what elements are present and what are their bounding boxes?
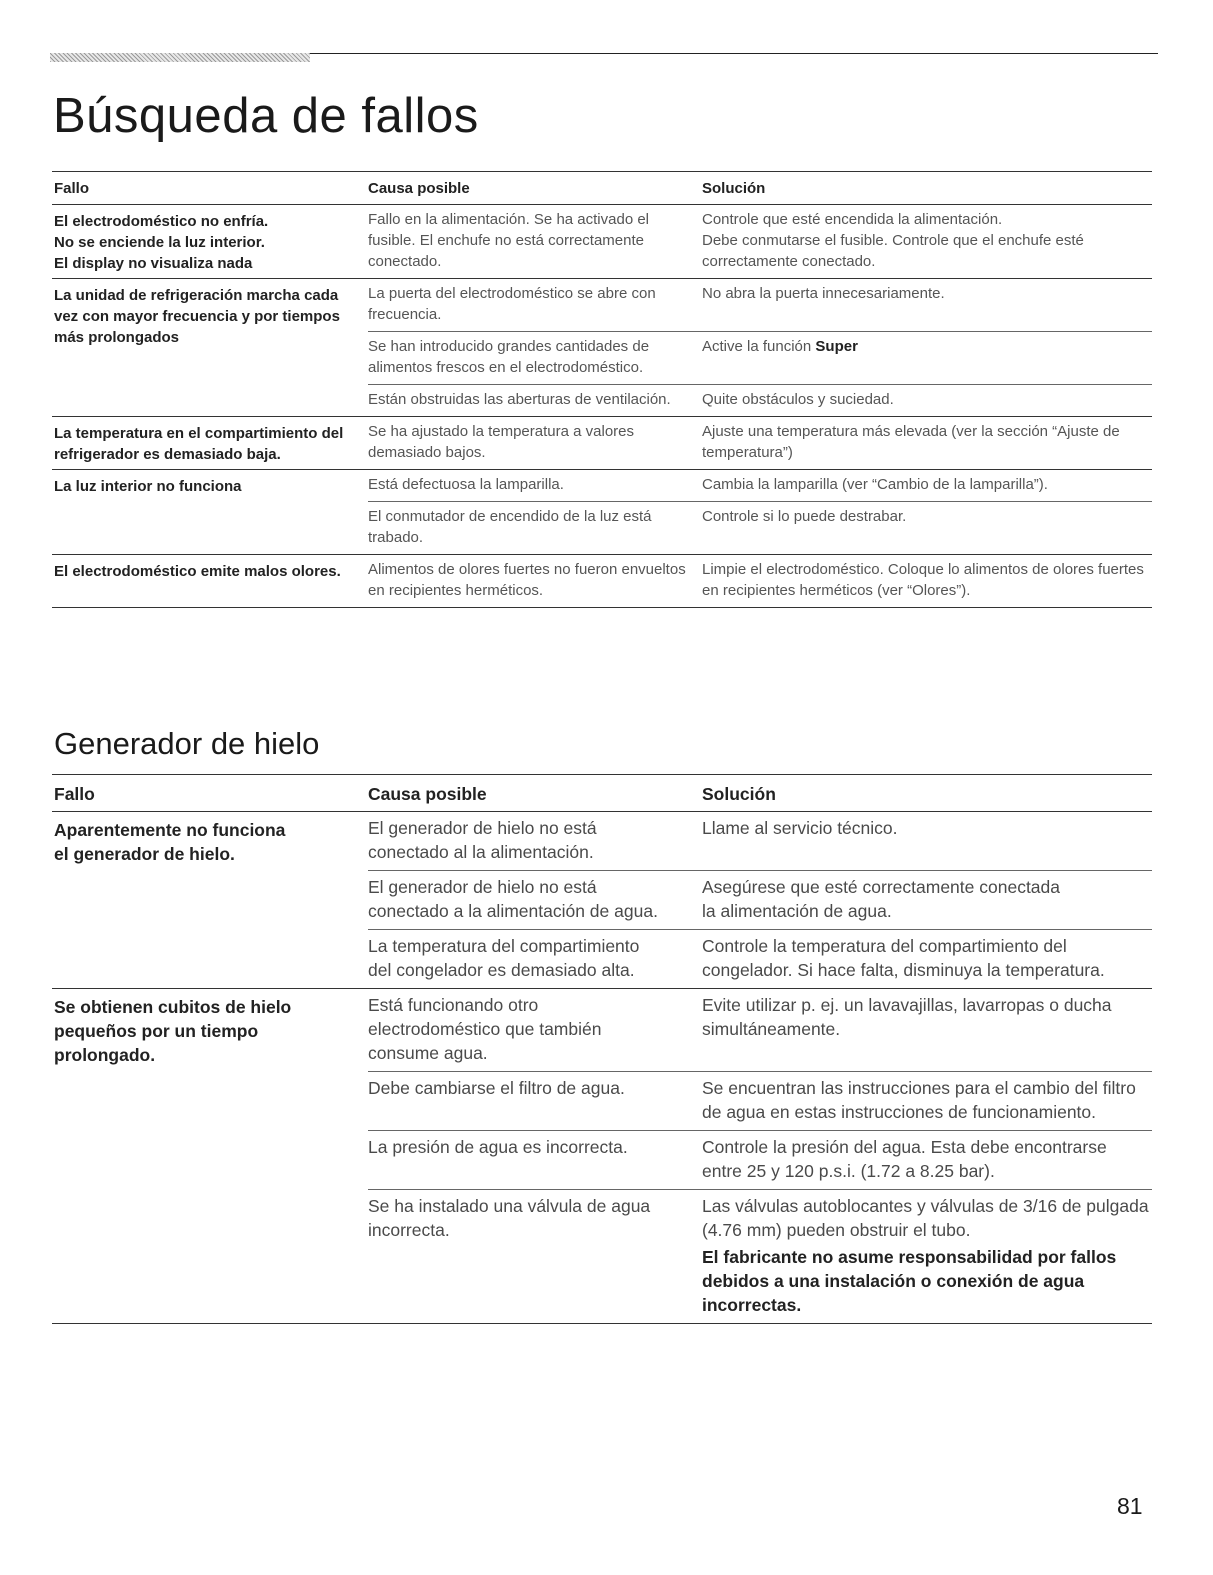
- causa-cell: La puerta del electrodoméstico se abre con frecuencia.: [368, 285, 656, 323]
- solucion-cell: [702, 205, 1152, 278]
- solucion-text: Asegúrese que esté correctamente conectada la alimentación de agua.: [702, 877, 1060, 921]
- table-row: [368, 812, 1152, 870]
- solucion-cell: [702, 279, 1152, 331]
- table-row: [368, 989, 1152, 1071]
- solucion-cell: [702, 332, 1152, 384]
- causa-cell: Está funcionando otro electrodoméstico que también consume agua.: [368, 995, 602, 1063]
- fallo-cell: Aparentemente no funciona el generador de hielo.: [54, 820, 286, 864]
- page-number: 81: [1117, 1493, 1143, 1519]
- causa-cell: Alimentos de olores fuertes no fueron envueltos en recipientes herméticos.: [368, 561, 686, 599]
- table-row: [368, 1071, 1152, 1130]
- solucion-cell: [702, 871, 1152, 929]
- header-fallo: Fallo: [54, 180, 90, 197]
- solucion-text: Las válvulas autoblocantes y válvulas de 3/16 de pulgada (4.76 mm) pueden obstruir el tubo.: [702, 1196, 1149, 1240]
- solucion-bold: Super: [815, 338, 858, 355]
- causa-cell: Se ha instalado una válvula de agua incorrecta.: [368, 1196, 651, 1240]
- table-body: [52, 812, 1152, 1324]
- causa-cell: La presión de agua es incorrecta.: [368, 1137, 628, 1157]
- table-row: [368, 870, 1152, 929]
- table-row: [368, 501, 1152, 554]
- solucion-text: No abra la puerta innecesariamente.: [702, 285, 945, 302]
- table-group: [52, 989, 1152, 1324]
- section-title: Generador de hielo: [54, 726, 320, 761]
- ice-maker-table: [52, 774, 1152, 1324]
- fallo-cell: El electrodoméstico emite malos olores.: [54, 563, 341, 580]
- causa-cell: La temperatura del compartimiento del congelador es demasiado alta.: [368, 936, 640, 980]
- fallo-cell: Se obtienen cubitos de hielo pequeños por un tiempo prolongado.: [54, 997, 292, 1065]
- solucion-text: Quite obstáculos y suciedad.: [702, 391, 894, 408]
- solucion-cell: [702, 930, 1152, 988]
- causa-cell: El conmutador de encendido de la luz está trabado.: [368, 508, 652, 546]
- table-group: [52, 470, 1152, 555]
- table-header: [52, 774, 1152, 812]
- fallo-cell: La temperatura en el compartimiento del refrigerador es demasiado baja.: [54, 425, 344, 463]
- table-row: [368, 205, 1152, 278]
- table-group: [52, 812, 1152, 989]
- solucion-cell: [702, 470, 1152, 501]
- solucion-text: Controle la temperatura del compartimiento del congelador. Si hace falta, disminuya la temperatura.: [702, 936, 1105, 980]
- solucion-text: Controle que esté encendida la alimentación. Debe conmutarse el fusible. Controle que el enchufe esté correctamente conectado.: [702, 211, 1084, 270]
- troubleshooting-table: [52, 171, 1152, 608]
- table-group: [52, 555, 1152, 608]
- table-row: [368, 470, 1152, 501]
- table-header: [52, 171, 1152, 205]
- causa-cell: Fallo en la alimentación. Se ha activado el fusible. El enchufe no está correctamente conectado.: [368, 211, 650, 270]
- header-causa: Causa posible: [368, 784, 487, 804]
- causa-cell: El generador de hielo no está conectado al la alimentación.: [368, 818, 597, 862]
- solucion-text: Ajuste una temperatura más elevada (ver la sección “Ajuste de temperatura”): [702, 423, 1120, 461]
- table-group: [52, 279, 1152, 417]
- header-rule: [310, 53, 1158, 54]
- page-title: Búsqueda de fallos: [53, 89, 479, 143]
- solucion-cell: [702, 385, 1152, 416]
- solucion-cell: [702, 989, 1152, 1071]
- table-row: [368, 929, 1152, 988]
- table-row: [368, 555, 1152, 607]
- causa-cell: Están obstruidas las aberturas de ventilación.: [368, 391, 671, 408]
- cause-solution-list: [368, 279, 1152, 416]
- header-band: [50, 53, 310, 62]
- solucion-cell: [702, 555, 1152, 607]
- table-row: [368, 1189, 1152, 1323]
- table-row: [368, 417, 1152, 469]
- header-solucion: Solución: [702, 784, 776, 804]
- table-row: [368, 331, 1152, 384]
- cause-solution-list: [368, 470, 1152, 554]
- table-body: [52, 205, 1152, 608]
- table-row: [368, 384, 1152, 416]
- solucion-text: Cambia la lamparilla (ver “Cambio de la lamparilla”).: [702, 476, 1048, 493]
- causa-cell: Se han introducido grandes cantidades de alimentos frescos en el electrodoméstico.: [368, 338, 650, 376]
- fallo-cell: La luz interior no funciona: [54, 478, 242, 495]
- solucion-text: Active la función: [702, 338, 816, 355]
- header-fallo: Fallo: [54, 784, 95, 804]
- cause-solution-list: [368, 812, 1152, 988]
- solucion-cell: [702, 417, 1152, 469]
- cause-solution-list: [368, 989, 1152, 1323]
- solucion-cell: [702, 1190, 1152, 1323]
- solucion-note: El fabricante no asume responsabilidad por fallos debidos a una instalación o conexión de agua incorrectas.: [702, 1247, 1117, 1315]
- header-causa: Causa posible: [368, 180, 470, 197]
- table-row: [368, 1130, 1152, 1189]
- solucion-text: Se encuentran las instrucciones para el cambio del filtro de agua en estas instrucciones de funcionamiento.: [702, 1078, 1136, 1122]
- solucion-cell: [702, 1072, 1152, 1130]
- causa-cell: Se ha ajustado la temperatura a valores demasiado bajos.: [368, 423, 634, 461]
- table-row: [368, 279, 1152, 331]
- causa-cell: Debe cambiarse el filtro de agua.: [368, 1078, 625, 1098]
- table-group: [52, 417, 1152, 470]
- solucion-cell: [702, 812, 1152, 870]
- cause-solution-list: [368, 555, 1152, 607]
- solucion-text: Llame al servicio técnico.: [702, 818, 898, 838]
- solucion-cell: [702, 1131, 1152, 1189]
- solucion-text: Limpie el electrodoméstico. Coloque lo alimentos de olores fuertes en recipientes herméticos (ver “Olores”).: [702, 561, 1144, 599]
- fallo-cell: El electrodoméstico no enfría. No se enciende la luz interior. El display no visualiza nada: [54, 213, 269, 272]
- cause-solution-list: [368, 205, 1152, 278]
- solucion-text: Controle si lo puede destrabar.: [702, 508, 907, 525]
- cause-solution-list: [368, 417, 1152, 469]
- causa-cell: El generador de hielo no está conectado a la alimentación de agua.: [368, 877, 658, 921]
- solucion-cell: [702, 502, 1152, 554]
- fallo-cell: La unidad de refrigeración marcha cada vez con mayor frecuencia y por tiempos más prolongados: [54, 287, 340, 346]
- solucion-text: Evite utilizar p. ej. un lavavajillas, lavarropas o ducha simultáneamente.: [702, 995, 1112, 1039]
- table-group: [52, 205, 1152, 279]
- solucion-text: Controle la presión del agua. Esta debe encontrarse entre 25 y 120 p.s.i. (1.72 a 8.25 bar).: [702, 1137, 1107, 1181]
- causa-cell: Está defectuosa la lamparilla.: [368, 476, 564, 493]
- header-solucion: Solución: [702, 180, 766, 197]
